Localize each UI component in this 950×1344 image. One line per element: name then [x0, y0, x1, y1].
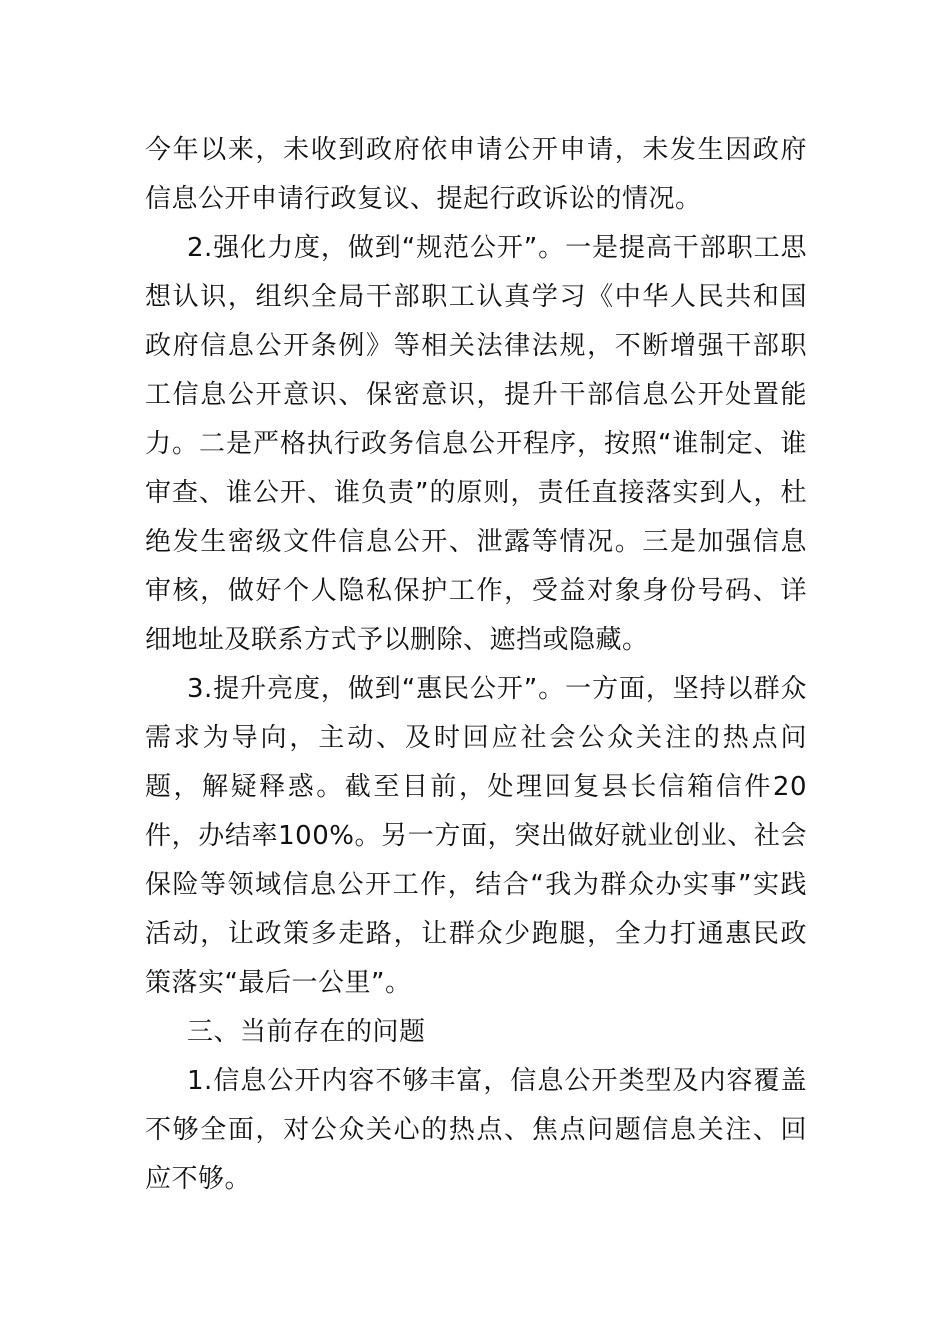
- paragraph-problem-1: 1.信息公开内容不够丰富，信息公开类型及内容覆盖不够全面，对公众关心的热点、焦点问题信息关注、回应不够。: [145, 1066, 807, 1194]
- paragraph-public-benefit-disclosure: 3.提升亮度，做到“惠民公开”。一方面，坚持以群众需求为导向，主动、及时回应社会公众关注的热点问题，解疑释惑。截至目前，处理回复县长信箱信件20件，办结率100%。另一方面，突出做好就业创业、社会保险等领域信息公开工作，结合“我为群众办实事”实践活动，让政策多走路，让群众少跑腿，全力打通惠民政策落实“最后一公里”。: [145, 674, 807, 998]
- document-body: [145, 126, 807, 1204]
- paragraph-continuation: 今年以来，未收到政府依申请公开申请，未发生因政府信息公开申请行政复议、提起行政诉讼的情况。: [145, 135, 807, 214]
- section-heading-current-problems: 三、当前存在的问题: [187, 1017, 426, 1047]
- paragraph-regulated-disclosure: 2.强化力度，做到“规范公开”。一是提高干部职工思想认识，组织全局干部职工认真学习《中华人民共和国政府信息公开条例》等相关法律法规，不断增强干部职工信息公开意识、保密意识，提升干部信息公开处置能力。二是严格执行政务信息公开程序，按照“谁制定、谁审查、谁公开、谁负责”的原则，责任直接落实到人，杜绝发生密级文件信息公开、泄露等情况。三是加强信息审核，做好个人隐私保护工作，受益对象身份号码、详细地址及联系方式予以删除、遮挡或隐藏。: [145, 233, 807, 655]
